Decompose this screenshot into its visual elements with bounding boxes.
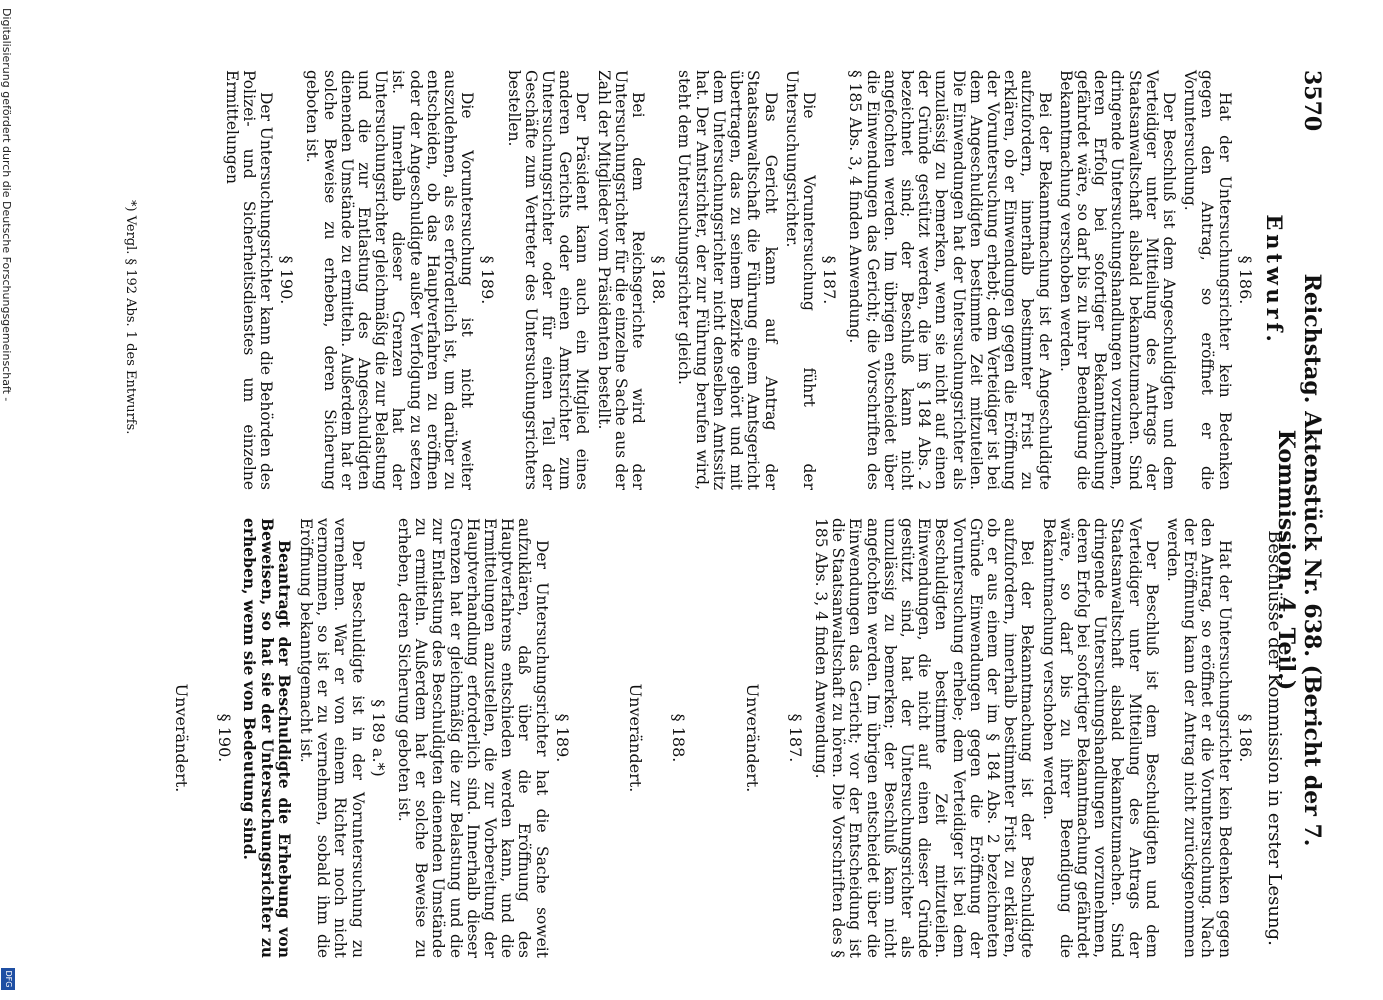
section-number: § 187. bbox=[820, 255, 840, 305]
section-number: § 189. bbox=[552, 713, 572, 763]
unchanged-note: Unverändert. bbox=[626, 683, 646, 793]
paragraph: Hat der Untersuchungsrichter kein Bedenken gegen den Antrag, so eröffnet er die Voruntersuchung. Nach der Eröffnung kann der Antrag nicht zurückgenommen werden. bbox=[1163, 518, 1234, 958]
paragraph: Die Voruntersuchung führt der Untersuchungsrichter. bbox=[782, 70, 818, 490]
paragraph: Bei dem Reichsgerichte wird der Untersuchungsrichter für die einzelne Sache aus der Zahl der Mitglieder vom Präsidenten bestellt. bbox=[594, 70, 648, 490]
paragraph: Der Untersuchungsrichter kann die Behörden des Polizei- und Sicherheitsdienstes um einzelne Ermittelungen bbox=[222, 70, 276, 490]
section-number: § 189 a.*) bbox=[368, 699, 388, 777]
committee-column bbox=[153, 518, 1283, 958]
funding-note bbox=[0, 0, 13, 1000]
footnote: *) Vergl. § 192 Abs. 1 des Entwurfs. bbox=[123, 200, 138, 435]
page-number: 3570 bbox=[1299, 70, 1325, 132]
paragraph: Die Voruntersuchung ist nicht weiter auszudehnen, als es erforderlich ist, um darüber zu entscheiden, ob das Hauptverfahren zu eröffnen oder der Angeschuldigte außer Verfolgung zu setzen ist. Innerhalb dieser Grenzen hat der Untersuchungsrichter gleichmäßig die zur Belastung und die zur Entlastung des Angeschuldigten dienenden Umstände zu ermitteln. Außerdem hat er solche Beweise zu erheben, deren Sicherung geboten ist. bbox=[303, 70, 477, 490]
paragraph: Bei der Bekanntmachung ist der Beschuldigte aufzufordern, innerhalb bestimmter Frist zu erklären, ob er aus einem der im § 184 Abs. 2 bezeichneten Gründe Einwendungen gegen die Eröffnung der Voruntersuchung erhebe; dem Verteidiger ist bei dem Beschuldigten bestimmte Zeit mitzuteilen. Einwendungen, die nicht auf einen dieser Gründe gestützt sind, hat der Untersuchungsrichter als unzulässig zu bemerken; der Beschluß kann nicht angefochten werden. Im übrigen entscheidet über die Einwendungen das Gericht; vor der Entscheidung ist die Staatsanwaltschaft zu hören. Die Vorschriften des § 185 Abs. 3, 4 finden Anwendung. bbox=[811, 518, 1037, 958]
paragraph: Das Gericht kann auf Antrag der Staatsanwaltschaft die Führung einem Amtsgericht übertragen, das zu seinem Bezirke gehört und mit dem Untersuchungsrichter nicht denselben Amtssitz hat. Der Amtsrichter, der zur Führung berufen wird, steht dem Untersuchungsrichter gleich. bbox=[675, 70, 780, 490]
section-number: § 189. bbox=[478, 255, 498, 305]
unchanged-note: Unverändert. bbox=[742, 683, 762, 793]
paragraph: Der Untersuchungsrichter hat die Sache soweit aufzuklären, daß über die Eröffnung des Hauptverfahrens entschieden werden kann, und die Ermittelungen anzustellen, die zur Vorbereitung der Hauptverhandlung erforderlich sind. Innerhalb dieser Grenzen hat er gleichmäßig die zur Belastung und die zur Entlastung des Beschuldigten dienenden Umstände zu ermitteln. Außerdem hat er solche Beweise zu erheben, deren Sicherung geboten ist. bbox=[395, 518, 551, 958]
section-number: § 187. bbox=[785, 713, 805, 763]
section-number: § 190. bbox=[277, 255, 297, 305]
paragraph: Der Präsident kann auch ein Mitglied eines anderen Gerichts oder einen Amtsrichter zum Untersuchungsrichter oder für einen Teil der Geschäfte zum Vertreter des Untersuchungsrichters bestellen. bbox=[504, 70, 592, 490]
unchanged-note: Unverändert. bbox=[172, 683, 192, 793]
section-number: § 186. bbox=[1235, 713, 1255, 763]
paragraph: Beantragt der Beschuldigte die Erhebung von Beweisen, so hat sie der Untersuchungsrichter zu erheben, wenn sie von Bedeutung sind. bbox=[240, 518, 294, 958]
section-number: § 188. bbox=[649, 255, 669, 305]
paragraph: Der Beschluß ist dem Beschuldigten und dem Verteidiger unter Mitteilung des Antrags der Staatsanwaltschaft alsbald bekanntzumachen. Sind dringende Untersuchungshandlungen vorzunehmen, deren Erfolg bei sofortiger Bekanntmachung gefährdet wäre, so darf bis zu ihrer Beendigung die Bekanntmachung verschoben werden. bbox=[1039, 518, 1161, 958]
dfg-logo: DFG bbox=[1, 968, 15, 990]
section-number: § 190. bbox=[215, 713, 235, 763]
committee-heading: Beschlüsse der Kommission in erster Lesung. bbox=[1264, 530, 1285, 946]
draft-column bbox=[218, 70, 1287, 490]
paragraph: Der Beschuldigte ist in der Voruntersuchung zu vernehmen. War er von einem Richter noch nicht vernommen, so ist er zu vernehmen, sobald ihm die Eröffnung bekanntgemacht ist. bbox=[297, 518, 367, 958]
section-number: § 186. bbox=[1235, 255, 1255, 305]
draft-heading: Entwurf. bbox=[1262, 214, 1287, 346]
paragraph: Bei der Bekanntmachung ist der Angeschuldigte aufzufordern, innerhalb bestimmter Frist zu erklären, ob er Einwendungen gegen die Eröffnung der Voruntersuchung erhebt; dem Verteidiger ist bei dem Angeschuldigten bestimmte Zeit mitzuteilen. Die Einwendungen hat der Untersuchungsrichter als unzulässig zu bemerken, wenn sie nicht auf einen der Gründe gestützt werden, die im § 184 Abs. 2 bezeichnet sind; der Beschluß kann nicht angefochten werden. Im übrigen entscheidet über die Einwendungen das Gericht; die Vorschriften des § 185 Abs. 3, 4 finden Anwendung. bbox=[846, 70, 1054, 490]
paragraph: Hat der Untersuchungsrichter kein Bedenken gegen den Antrag, so eröffnet er die Voruntersuchung. bbox=[1181, 70, 1234, 490]
running-title: Reichstag. Aktenstück Nr. 638. (Bericht der 7. Kommission. 4. Teil.) bbox=[1273, 273, 1325, 847]
section-number: § 188. bbox=[669, 713, 689, 763]
paragraph: Der Beschluß ist dem Angeschuldigten und dem Verteidiger unter Mitteilung des Antrags der Staatsanwaltschaft alsbald bekanntzumachen. Sind dringende Untersuchungshandlungen vorzunehmen, deren Erfolg bei sofortiger Bekanntmachung gefährdet wäre, so darf bis zu ihrer Beendigung die Bekanntmachung verschoben werden. bbox=[1056, 70, 1178, 490]
funding-text: Digitalisierung gefördert durch die Deutsche Forschungsgemeinschaft - bbox=[0, 8, 13, 402]
